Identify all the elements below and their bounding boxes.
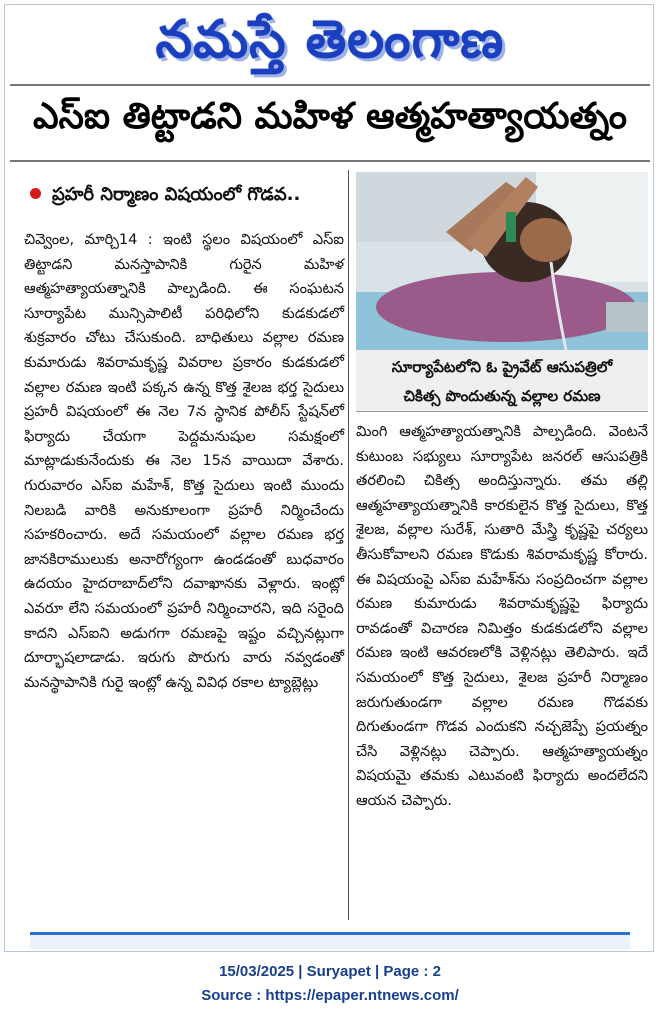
source-link[interactable]: Source : https://epaper.ntnews.com/ — [201, 987, 459, 1004]
article-photo — [356, 172, 648, 350]
caption-line-1: సూర్యాపేటలోని ఓ ప్రైవేట్ ఆసుపత్రిలో — [391, 358, 613, 376]
column-divider — [348, 170, 349, 920]
clipping-bottom-strip — [30, 932, 630, 949]
headline-divider — [10, 160, 650, 162]
article-subhead — [24, 176, 344, 214]
newspaper-masthead: నమస్తే తెలంగాణ — [155, 10, 505, 70]
photo-caption — [356, 350, 648, 412]
caption-line-2: చికిత్స పొందుతున్న వల్లాల రమణ — [403, 387, 601, 405]
bullet-icon — [30, 188, 41, 199]
article-body-right: మింగి ఆత్మహత్యాయత్నానికి పాల్పడింది. వెంటనే కుటుంబ సభ్యులు సూర్యాపేట జనరల్ ఆసుపత్రికి తరలించి చికిత్స అందిస్తున్నారు. తమ తల్లి ఆత్మహత్యాయత్నానికి కారకులైన కొత్త సైదులు, కొత్త శైలజ, వల్లాల సురేశ్, సుతారి మేస్త్రి కృష్ణపై చర్యలు తీసుకోవాలని రమణ కొడుకు శివరామకృష్ణ కోరారు. ఈ విషయంపై ఎస్ఐ మహేశ్‌ను సంప్రదించగా వల్లాల రమణ కుమారుడు శివరామకృష్ణపై ఫిర్యాదు రావడంతో విచారణ నిమిత్తం కుడకుడలోని వల్లాల రమణ ఇంటి ఆవరణలోకి వెళ్లినట్లు తెలిపారు. ఇదే సమయంలో కొత్త సైదులు, శైలజ ప్రహరీ నిర్మాణం జరుగుతుండగా వల్లాల రమణ గొడవకు దిగుతుండగా గొడవ ఎందుకని నచ్చజెప్పే ప్రయత్నం చేసి వెళ్లినట్లు చెప్పారు. ఆత్మహత్యాయత్నం విషయమై తమకు ఎటువంటి ఫిర్యాదు అందలేదని ఆయన చెప్పారు. — [356, 423, 648, 809]
article-headline: ఎస్ఐ తిట్టాడని మహిళ ఆత్మహత్యాయత్నం — [33, 96, 627, 137]
hospital-patient-photo — [356, 172, 648, 350]
masthead-divider — [10, 84, 650, 86]
clipping-footer — [0, 960, 660, 1008]
edition-info: 15/03/2025 | Suryapet | Page : 2 — [219, 963, 441, 980]
subhead-text: ప్రహరీ నిర్మాణం విషయంలో గొడవ.. — [52, 184, 301, 205]
article-left-column — [24, 176, 344, 695]
article-body-left: చివ్వెంల, మార్చి14 : ఇంటి స్థలం విషయంలో ఎస్ఐ తిట్టాడని మనస్తాపానికి గురైన మహిళ ఆత్మహత్యాయత్నానికి పాల్పడింది. ఈ సంఘటన సూర్యాపేట మున్సిపాలిటీ పరిధిలోని కుడకుడలో శుక్రవారం చోటు చేసుకుంది. బాధితులు వల్లాల రమణ కుమారుడు శివరామకృష్ణ వివరాల ప్రకారం కుడకుడలో వల్లాల రమణ ఇంటి పక్కన ఉన్న కొత్త శైలజ భర్త సైదులు ప్రహరీ విషయంలో ఈ నెల 7న స్థానిక పోలీస్ స్టేషన్‌లో ఫిర్యాదు చేయగా పెద్దమనుషుల సమక్షంలో మాట్లాడుకునేందుకు ఈ నెల 15న వాయిదా వేశారు. గురువారం ఎస్ఐ మహేశ్, కొత్త సైదులు ఇంటి ముందు నిలబడి వారికి అనుకూలంగా ప్రహరీ నిర్మించేందు సహకరించారు. అదే సమయంలో వల్లాల రమణ భర్త జానకిరాములుకు అనారోగ్యంగా ఉండడంతో బుధవారం ఉదయం హైదరాబాద్‌లోని దవాఖానకు వెళ్లారు. ఇంట్లో ఎవరూ లేని సమయంలో ప్రహరీ నిర్మించారని, ఇది సరైంది కాదని ఎస్ఐని అడుగగా రమణపై ఇష్టం వచ్చినట్లుగా దూర్భాషలాడాడు. ఇరుగు పొరుగు వారు నవ్వడంతో మనస్థాపానికి గురై ఇంట్లో ఉన్న వివిధ రకాల ట్యాబ్లెట్లు — [24, 231, 344, 691]
article-right-column — [356, 420, 648, 814]
